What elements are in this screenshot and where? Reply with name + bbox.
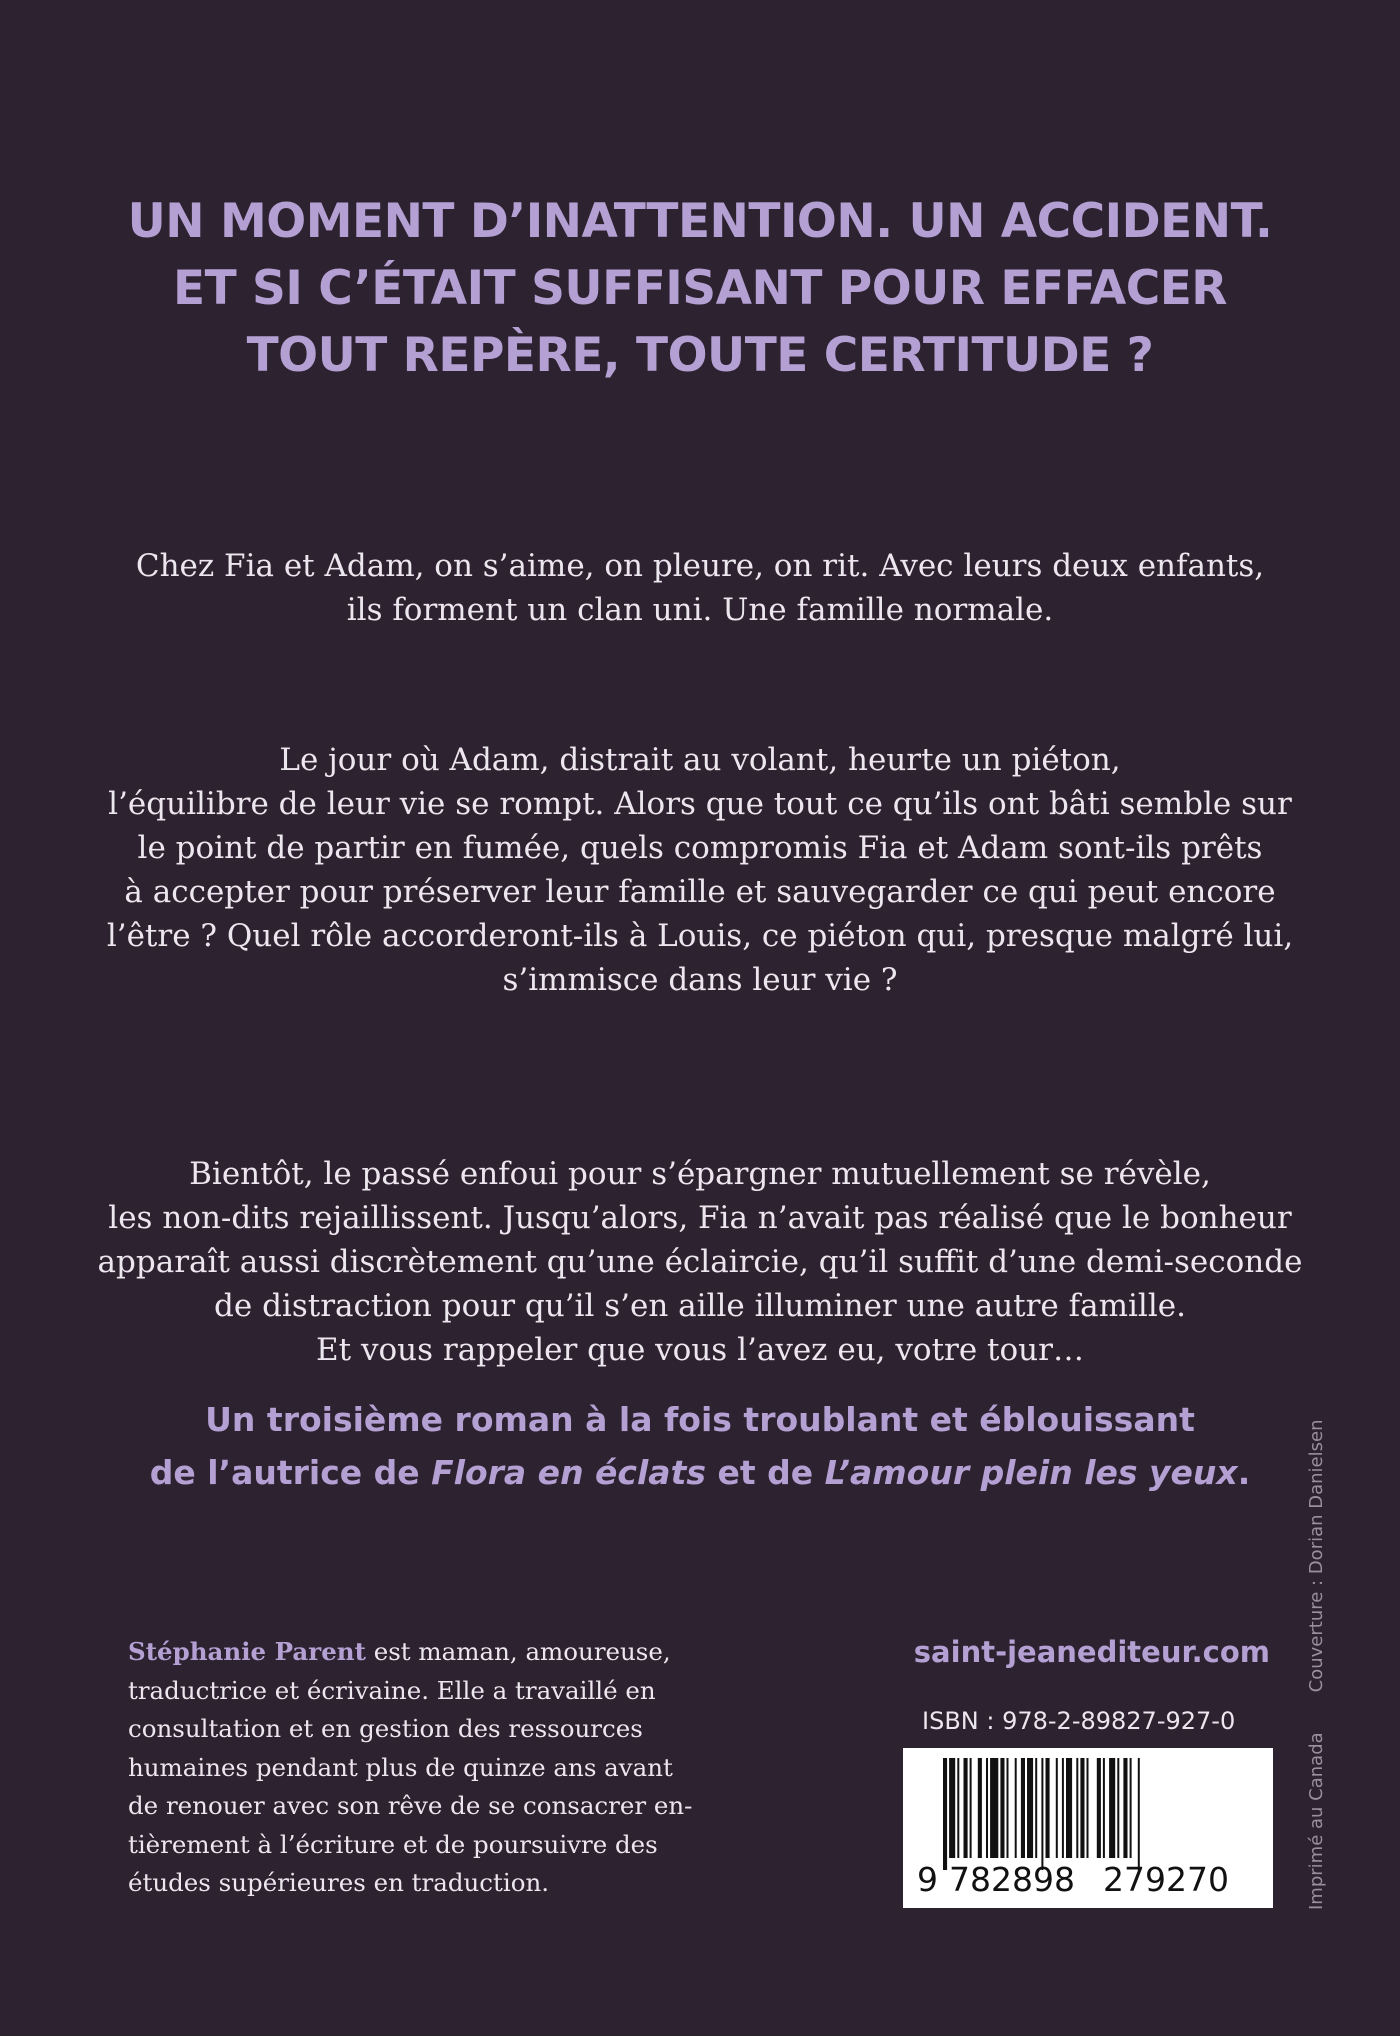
barcode-digits (903, 1860, 1273, 1900)
barcode-right-group: 279270 (1103, 1860, 1229, 1899)
barcode-bar (1097, 1758, 1101, 1858)
barcode-bar (1056, 1758, 1058, 1858)
barcode-bar (964, 1758, 968, 1858)
barcode-bar (1138, 1758, 1140, 1870)
synopsis-line: Chez Fia et Adam, on s’aime, on pleure, on rit. Avec leurs deux enfants, (135, 548, 1265, 584)
barcode-bar (1027, 1758, 1033, 1858)
isbn-label: ISBN : 978-2-89827-927-0 (922, 1707, 1236, 1735)
synopsis-line: le point de partir en fumée, quels compromis Fia et Adam sont-ils prêts (137, 830, 1263, 866)
barcode-bar (1087, 1758, 1089, 1858)
barcode-bar (1080, 1758, 1084, 1858)
synopsis-paragraph (0, 1152, 1400, 1372)
barcode-bar (943, 1758, 947, 1870)
barcode-bar (1103, 1758, 1105, 1858)
barcode-bar (1130, 1758, 1132, 1858)
book-title-amour: L’amour plein les yeux (824, 1453, 1238, 1492)
tagline-text: de l’autrice de (149, 1453, 432, 1492)
bio-line: traductrice et écrivaine. Elle a travaillé en (128, 1675, 656, 1705)
cover-credit: Couverture : Dorian Danielsen (1306, 1419, 1327, 1693)
barcode-bar (1066, 1758, 1072, 1858)
barcode-bar (1007, 1758, 1009, 1858)
barcode-bar (986, 1758, 988, 1858)
synopsis-paragraph (0, 544, 1400, 632)
barcode-bar (1076, 1758, 1078, 1858)
bio-line: tièrement à l’écriture et de poursuivre des (128, 1829, 658, 1859)
bio-text: est maman, amoureuse, (365, 1637, 671, 1666)
synopsis-line: Bientôt, le passé enfoui pour s’épargner mutuellement se révèle, (189, 1156, 1211, 1192)
barcode-bar (1123, 1758, 1127, 1858)
barcode-bar (990, 1758, 998, 1858)
book-title-flora: Flora en éclats (431, 1453, 706, 1492)
tagline-line: Un troisième roman à la fois troublant et éblouissant (205, 1400, 1195, 1439)
synopsis-line: les non-dits rejaillissent. Jusqu’alors, Fia n’avait pas réalisé que le bonheur (108, 1200, 1292, 1236)
barcode-bar (1035, 1758, 1037, 1858)
barcode-bar (1000, 1758, 1004, 1858)
synopsis-paragraph (0, 738, 1400, 1002)
headline-line: ET SI C’ÉTAIT SUFFISANT POUR EFFACER (172, 261, 1227, 316)
author-name: Stéphanie Parent (128, 1637, 366, 1666)
printed-in-label: Imprimé au Canada (1306, 1732, 1327, 1910)
synopsis-line: Le jour où Adam, distrait au volant, heurte un piéton, (279, 742, 1121, 778)
publisher-website: saint-jeanediteur.com (913, 1635, 1270, 1669)
barcode-bar (970, 1758, 972, 1858)
synopsis-line: à accepter pour préserver leur famille et sauvegarder ce qui peut encore (124, 874, 1276, 910)
bio-line: études supérieures en traduction. (128, 1868, 550, 1897)
synopsis-line: l’équilibre de leur vie se rompt. Alors que tout ce qu’ils ont bâti semble sur (108, 786, 1292, 822)
barcode-bar (1046, 1758, 1050, 1858)
barcode-first-digit: 9 (917, 1860, 938, 1899)
bio-line: humaines pendant plus de quinze ans avant (128, 1752, 673, 1782)
headline-line: TOUT REPÈRE, TOUTE CERTITUDE ? (246, 328, 1154, 383)
headline (0, 188, 1400, 389)
synopsis-line: Et vous rappeler que vous l’avez eu, votre tour… (316, 1332, 1084, 1368)
barcode-bar (1021, 1758, 1025, 1858)
barcode-bar (1015, 1758, 1017, 1858)
synopsis-line: ils forment un clan uni. Une famille normale. (346, 592, 1054, 628)
synopsis-line: apparaît aussi discrètement qu’une éclaircie, qu’il suffit d’une demi-seconde (97, 1244, 1303, 1280)
bio-line (128, 1633, 728, 1672)
barcode (903, 1748, 1273, 1908)
credits (1304, 1420, 1330, 1911)
tagline-text: et de (706, 1453, 825, 1492)
headline-line: UN MOMENT D’INATTENTION. UN ACCIDENT. (127, 194, 1273, 249)
author-bio (128, 1633, 728, 1903)
barcode-left-group: 782898 (949, 1860, 1075, 1899)
bio-line: de renouer avec son rêve de se consacrer en- (128, 1791, 693, 1820)
barcode-bar (1109, 1758, 1115, 1858)
tagline-line (0, 1446, 1400, 1499)
synopsis-line: s’immisce dans leur vie ? (502, 962, 898, 998)
bio-line: consultation et en gestion des ressources (128, 1714, 643, 1743)
tagline-text: . (1237, 1453, 1251, 1492)
synopsis-line: l’être ? Quel rôle accorderont-ils à Louis, ce piéton qui, presque malgré lui, (106, 918, 1294, 954)
barcode-bar (1062, 1758, 1064, 1858)
synopsis-line: de distraction pour qu’il s’en aille illuminer une autre famille. (214, 1288, 1186, 1324)
barcode-bar (949, 1758, 955, 1858)
barcode-bar (978, 1758, 982, 1858)
barcode-bar (957, 1758, 959, 1858)
tagline (0, 1393, 1400, 1499)
barcode-bar (1117, 1758, 1119, 1858)
barcode-bar (1041, 1758, 1043, 1870)
